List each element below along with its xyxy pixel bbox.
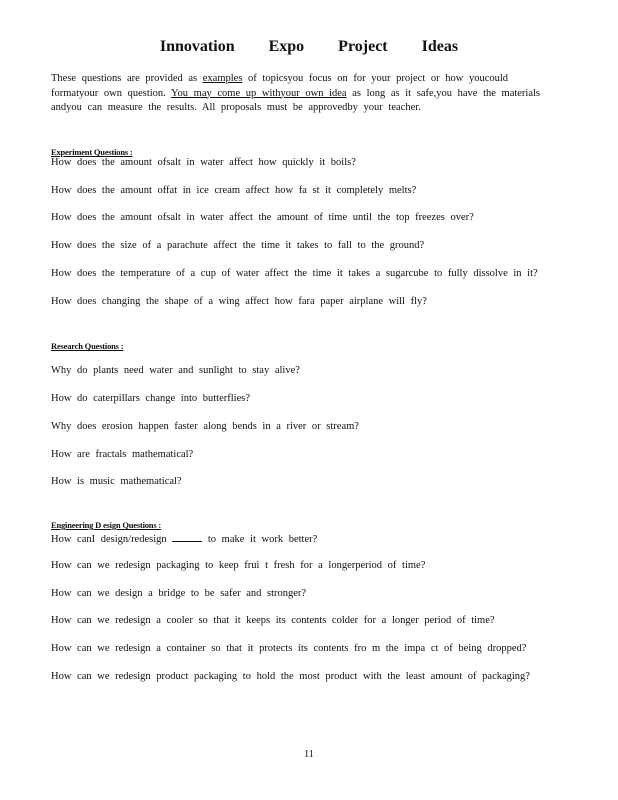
engineering-question-end: to make it work better? [207,534,318,545]
experiment-question: How does the amount offat in ice cream affect how fa st it completely melts? [51,185,417,196]
experiment-question: How does the size of a parachute affect the time it takes to fall to the ground? [51,240,425,251]
page-number: 11 [304,749,314,760]
research-question: Why do plants need water and sunlight to stay alive? [51,365,300,376]
intro-underlined-2: You may come up withyour own idea [171,87,347,99]
research-question: Why does erosion happen faster along bends in a river or stream? [51,421,359,432]
engineering-question: How can we redesign product packaging to hold the most product with the least amount of packaging? [51,671,530,682]
experiment-question: How does changing the shape of a wing affect how fara paper airplane will fly? [51,296,427,307]
research-question: How are fractals mathematical? [51,449,194,460]
engineering-question-start: How canI design/redesign [51,534,167,545]
intro-text-3: as long as it safe,you have the materials andyou can measure the results. All proposals must be approvedby your teacher. [51,87,541,113]
research-question: How is music mathematical? [51,476,182,487]
intro-text-2: of topicsyou focus on for your project or how youcould formatyour own question. [51,73,509,99]
research-question: How do caterpillars change into butterflies? [51,393,250,404]
fill-in-blank [172,532,202,542]
engineering-question [51,532,317,545]
engineering-design-questions-heading: Engineering D esign Questions : [51,520,161,530]
intro-underlined-1: examples [202,73,243,84]
engineering-question: How can we redesign packaging to keep frui t fresh for a longerperiod of time? [51,560,426,571]
engineering-question: How can we redesign a cooler so that it keeps its contents colder for a longer period of time? [51,615,495,626]
experiment-question: How does the temperature of a cup of water affect the time it takes a sugarcube to fully dissolve in it? [51,268,538,279]
experiment-questions-heading: Experiment Questions : [51,147,133,157]
engineering-question: How can we redesign a container so that it protects its contents fro m the impa ct of being dropped? [51,643,527,654]
experiment-question: How does the amount ofsalt in water affect how quickly it boils? [51,157,356,168]
research-questions-heading: Research Questions : [51,341,124,351]
intro-paragraph [51,72,551,116]
experiment-question: How does the amount ofsalt in water affect the amount of time until the top freezes over? [51,212,474,223]
page-title: Innovation Expo Project Ideas [159,38,459,55]
intro-text-1: These questions are provided as [51,73,203,84]
engineering-question: How can we design a bridge to be safer and stronger? [51,588,307,599]
